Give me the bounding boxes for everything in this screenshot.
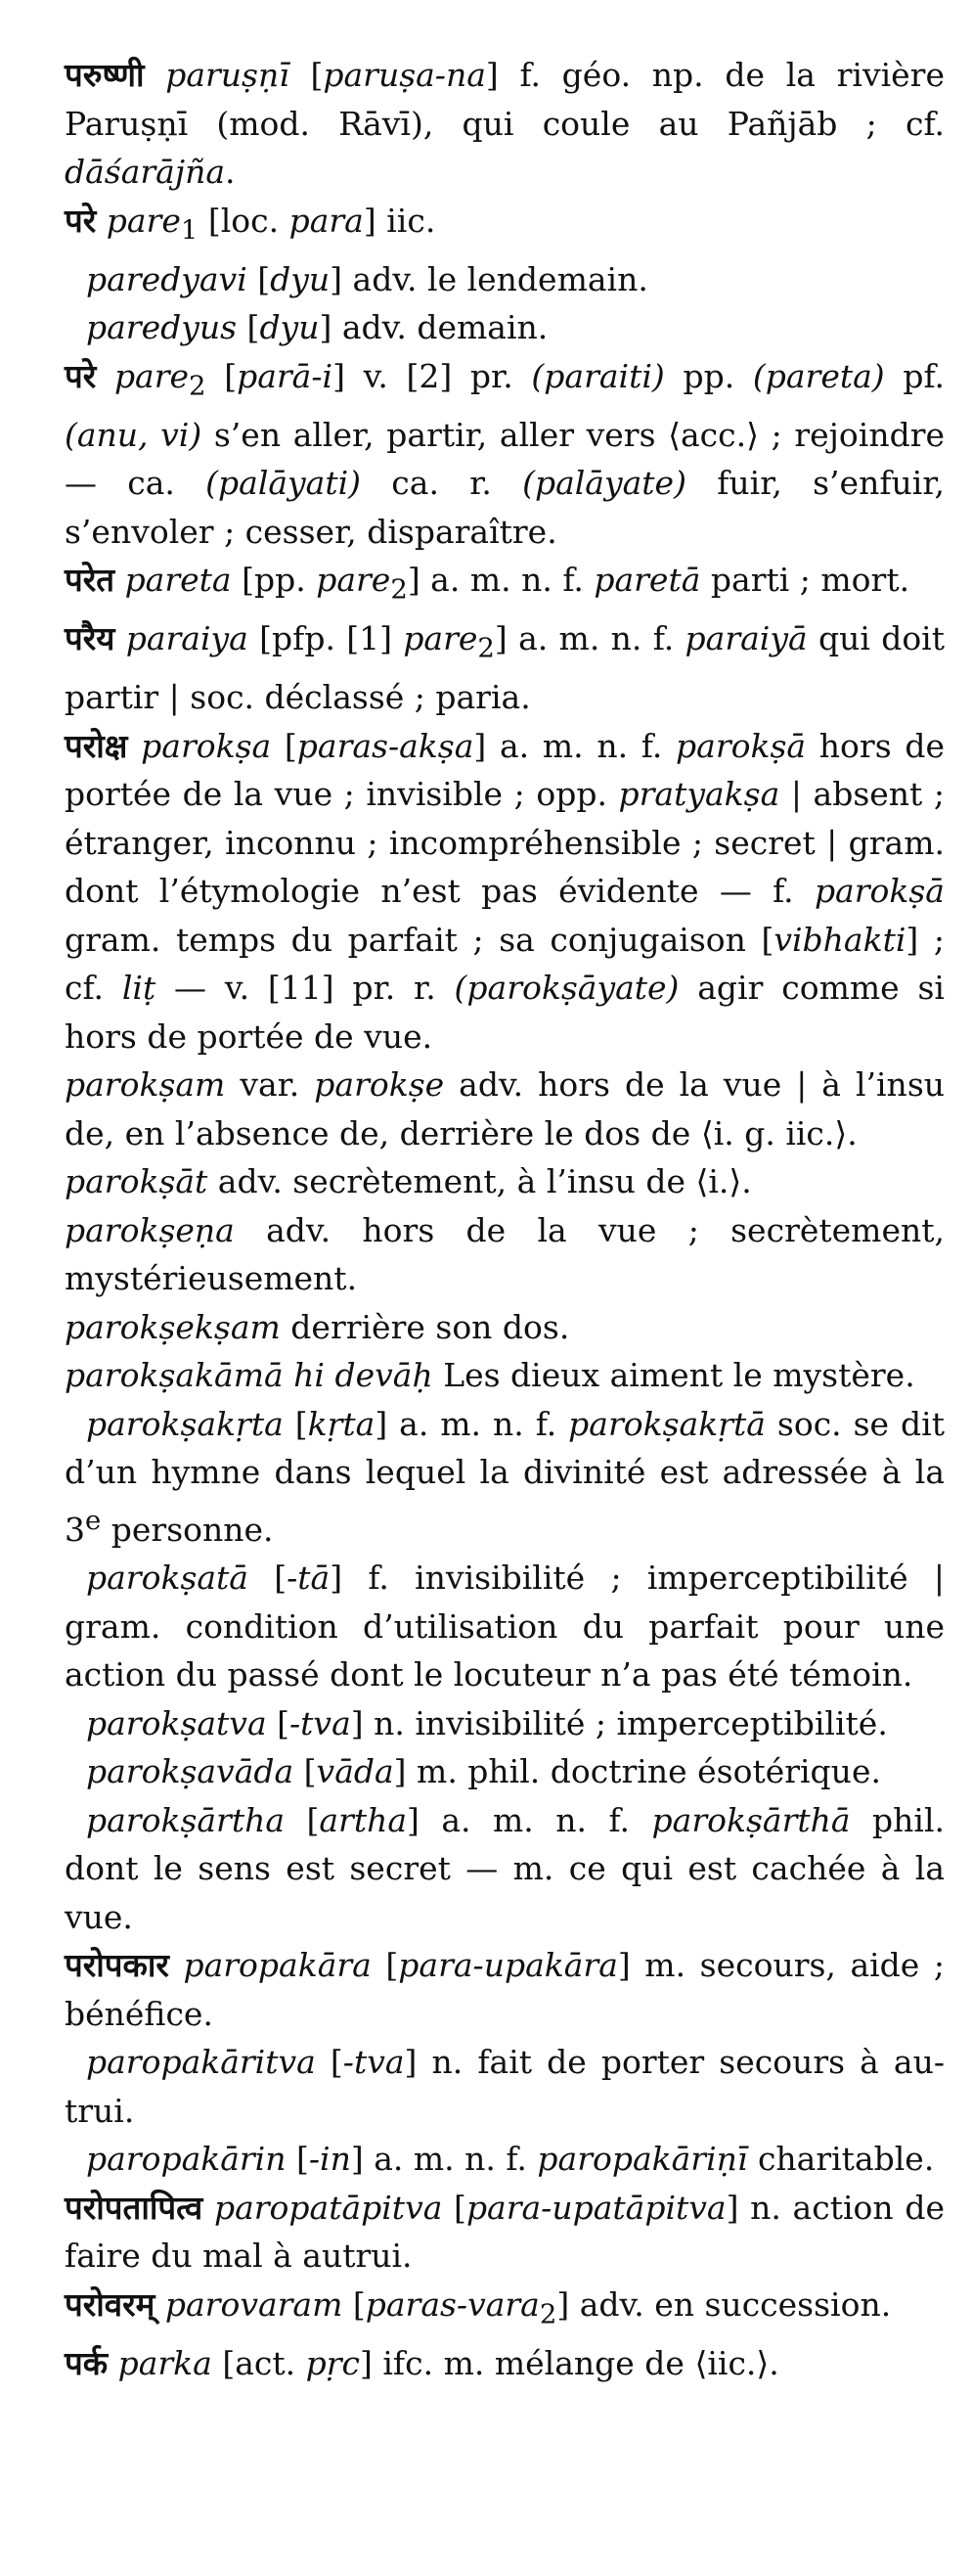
entry-text: [ xyxy=(283,1404,308,1443)
entry-text: [ xyxy=(237,308,260,347)
italic-term: parovaram xyxy=(164,2284,343,2324)
entry-text: fuir, s’enfuir, s’envoler ; cesser, disparaître. xyxy=(65,464,945,551)
italic-term: parokṣārthā xyxy=(651,1800,851,1839)
dictionary-entry xyxy=(65,614,945,722)
italic-term: artha xyxy=(319,1800,408,1839)
entry-text: ] a. m. n. f. xyxy=(494,619,685,658)
entry-text: ] adv. le lendemain. xyxy=(330,259,648,298)
headword-devanagari: परेत xyxy=(65,561,115,600)
italic-term: parokṣārtha xyxy=(86,1800,286,1839)
italic-term: parokṣe xyxy=(314,1065,445,1105)
sub-entry xyxy=(65,1400,945,1555)
entry-text: [ xyxy=(293,1752,317,1791)
entry-text: [ xyxy=(266,1703,290,1742)
entry-text: Les dieux aiment le mystère. xyxy=(432,1356,915,1395)
entry-text: ] n. invisibilité ; imperceptibilité. xyxy=(350,1703,888,1742)
italic-term: paras-vara xyxy=(365,2284,540,2324)
italic-term: pareta xyxy=(124,561,232,600)
italic-term: paraiyā xyxy=(685,619,808,658)
italic-term: dāśarājña xyxy=(65,153,226,191)
entry-text: derrière son dos. xyxy=(280,1307,570,1346)
entry-text: gram. temps du parfait ; sa conjugaison [ xyxy=(65,920,774,959)
entry-text: [pfp. [1] xyxy=(247,619,404,658)
entry-text: [act. xyxy=(211,2343,306,2382)
entry-text: pf. xyxy=(884,356,946,395)
entry-text: | absent ; étranger, inconnu ; incompréhensible ; secret | gram. dont l’étymologie n’est pas évidente — f. xyxy=(65,775,946,911)
headword-devanagari: परोक्ष xyxy=(65,726,128,765)
italic-term: paropakāritva xyxy=(86,2043,316,2082)
italic-term: paruṣṇī xyxy=(165,56,289,94)
entry-text: ] v. [2] pr. xyxy=(332,356,532,395)
entry-text: ] a. m. n. f. xyxy=(407,1800,652,1839)
entry-text: qui doit partir | soc. déclassé ; paria. xyxy=(65,619,945,717)
italic-term: (palāyati) xyxy=(205,464,362,503)
entry-text: var. xyxy=(225,1065,315,1105)
italic-term: (palāyate) xyxy=(522,464,686,503)
sub-entry xyxy=(65,1796,945,1942)
italic-term: parā-i xyxy=(237,356,333,395)
entry-text xyxy=(127,727,141,765)
subscript: 2 xyxy=(189,370,206,402)
italic-term: paredyavi xyxy=(86,259,247,298)
italic-term: kṛta xyxy=(307,1404,376,1443)
entry-text: charitable. xyxy=(747,2140,935,2179)
entry-text: ca. r. xyxy=(361,464,523,503)
entry-text: ] m. phil. doctrine ésotérique. xyxy=(393,1752,881,1791)
italic-term: paropakārin xyxy=(86,2140,287,2179)
sub-entry xyxy=(65,1157,945,1206)
entry-text: [ xyxy=(205,356,238,395)
dictionary-entry xyxy=(65,352,945,557)
italic-term: parokṣatā xyxy=(86,1559,248,1598)
entry-text: parti ; mort. xyxy=(700,561,910,600)
italic-term: -tva xyxy=(342,2043,405,2082)
entry-text xyxy=(114,561,125,599)
entry-text: [ xyxy=(271,726,297,765)
entry-text: . xyxy=(225,153,236,191)
entry-text: personne. xyxy=(101,1510,274,1549)
subscript: 2 xyxy=(477,632,495,664)
italic-term: -tva xyxy=(289,1703,351,1742)
entry-text: pp. xyxy=(664,356,753,395)
entry-text: ] a. m. n. f. xyxy=(473,726,677,765)
italic-term: parokṣatva xyxy=(86,1703,267,1742)
headword-devanagari: परुष्णी xyxy=(65,56,145,94)
sub-entry xyxy=(65,255,945,304)
italic-term: parokṣāt xyxy=(65,1162,208,1201)
headword-devanagari: परे xyxy=(65,201,97,240)
italic-term: (pareta) xyxy=(752,356,885,395)
entry-text: ] n. fait de porter secours à autrui. xyxy=(65,2043,945,2130)
italic-term: parokṣā xyxy=(814,872,945,911)
entry-text: [ xyxy=(315,2043,343,2082)
italic-term: paropatāpitva xyxy=(213,2188,443,2227)
entry-text: [ xyxy=(285,1800,320,1839)
entry-text: [ xyxy=(247,1559,287,1598)
sub-entry xyxy=(65,2038,945,2135)
entry-text: ] adv. en succession. xyxy=(556,2284,892,2324)
italic-term: vāda xyxy=(316,1752,394,1791)
italic-term: paredyus xyxy=(86,308,238,347)
sub-entry xyxy=(65,1351,945,1400)
italic-term: pare xyxy=(403,619,478,658)
headword-devanagari: पर्क xyxy=(65,2343,109,2382)
entry-text xyxy=(96,357,114,395)
entry-text xyxy=(114,619,125,657)
entry-text: ] adv. demain. xyxy=(319,308,549,347)
italic-term: pṛc xyxy=(305,2343,360,2382)
dictionary-entry xyxy=(65,2281,945,2339)
headword-devanagari: परोपतापित्व xyxy=(65,2188,203,2227)
entry-text: ] ; cf. xyxy=(65,920,945,1008)
entry-text: adv. hors de la vue | à l’insu de, en l’absence de, derrière le dos de ⟨i. g. iic.⟩. xyxy=(65,1065,946,1152)
italic-term: pare xyxy=(113,356,190,395)
italic-term: paruṣa-na xyxy=(323,56,486,94)
entry-text xyxy=(169,1946,184,1984)
dictionary-entry xyxy=(65,2339,945,2388)
italic-term: parokṣeṇa xyxy=(65,1210,235,1249)
headword-devanagari: परे xyxy=(65,356,97,395)
entry-text: [ xyxy=(246,259,271,298)
entry-text: adv. secrètement, à l’insu de ⟨i.⟩. xyxy=(207,1162,752,1201)
entry-text xyxy=(96,202,107,240)
entry-text: phil. dont le sens est secret — m. ce qui est cachée à la vue. xyxy=(65,1800,945,1936)
dictionary-entry xyxy=(65,197,945,255)
superscript: e xyxy=(85,1504,102,1536)
italic-term: paras-akṣa xyxy=(296,726,474,765)
entry-text: [loc. xyxy=(198,201,289,240)
entry-text: [ xyxy=(371,1946,399,1985)
italic-term: (anu, vi) xyxy=(65,415,202,454)
headword-devanagari: परैय xyxy=(65,619,115,658)
entry-text: ] n. action de faire du mal à autrui. xyxy=(65,2188,945,2276)
entry-text: — v. [11] pr. r. xyxy=(155,969,455,1008)
italic-term: (paraiti) xyxy=(531,356,665,395)
italic-term: para-upakāra xyxy=(398,1946,618,1985)
italic-term: parokṣavāda xyxy=(86,1752,294,1791)
italic-term: -in xyxy=(308,2140,351,2179)
headword-devanagari: परोपकार xyxy=(65,1946,169,1985)
subscript: 2 xyxy=(539,2298,557,2330)
italic-term: parokṣā xyxy=(676,726,807,765)
entry-text: ] ifc. m. mélange de ⟨iic.⟩. xyxy=(360,2343,779,2382)
entry-text: [ xyxy=(288,56,324,94)
italic-term: pare xyxy=(106,201,181,240)
entry-text: ] f. invisibilité ; imperceptibilité | gram. condition d’utilisation du parfait pour une action du passé dont le locuteur n’a pas été témoin. xyxy=(65,1559,945,1695)
italic-term: paropakāra xyxy=(183,1946,372,1985)
italic-term: paropakāriṇī xyxy=(537,2140,748,2179)
italic-term: parka xyxy=(117,2343,212,2382)
dictionary-entry xyxy=(65,2184,945,2281)
sub-entry xyxy=(65,303,945,352)
dictionary-entry xyxy=(65,722,945,1062)
sub-entry xyxy=(65,1061,945,1157)
italic-term: paraiya xyxy=(125,619,248,658)
italic-term: paretā xyxy=(594,561,701,600)
entry-text: adv. hors de la vue ; secrètement, mystérieusement. xyxy=(65,1210,945,1298)
italic-term: para xyxy=(288,201,364,240)
italic-term: dyu xyxy=(270,259,331,298)
entry-text: ] a. m. n. f. xyxy=(375,1404,569,1443)
entry-text: [pp. xyxy=(231,561,317,600)
sub-entry xyxy=(65,2135,945,2184)
italic-term: parokṣa xyxy=(141,726,272,765)
italic-term: parokṣakṛtā xyxy=(568,1404,766,1443)
italic-term: pratyakṣa xyxy=(618,775,780,814)
sub-entry xyxy=(65,1699,945,1748)
entry-text xyxy=(202,2189,214,2227)
sub-entry xyxy=(65,1206,945,1303)
italic-term: dyu xyxy=(259,308,320,347)
entry-text: ] f. géo. np. de la rivière Paruṣṇī (mod. Rāvī), qui coule au Pañjāb ; cf. xyxy=(65,56,945,143)
italic-term: pare xyxy=(316,561,391,600)
italic-term: liṭ xyxy=(121,969,156,1008)
entry-text: [ xyxy=(286,2140,309,2179)
entry-text: [ xyxy=(442,2188,466,2227)
dictionary-entry xyxy=(65,556,945,614)
subscript: 1 xyxy=(180,214,199,247)
italic-term: -tā xyxy=(287,1559,331,1598)
headword-devanagari: परोवरम् xyxy=(65,2284,155,2324)
subscript: 2 xyxy=(390,573,408,606)
entry-text: s’en aller, partir, aller vers ⟨acc.⟩ ; rejoindre — ca. xyxy=(65,415,946,503)
entry-text: ] a. m. n. f. xyxy=(350,2140,538,2179)
entry-text: soc. se dit d’un hymne dans lequel la divinité est adressée à la 3 xyxy=(65,1404,945,1549)
entry-text xyxy=(155,2285,165,2324)
italic-term: para-upatāpitva xyxy=(465,2188,727,2227)
italic-term: vibhakti xyxy=(773,920,906,959)
entry-text: hors de portée de la vue ; invisible ; opp. xyxy=(65,726,945,814)
sub-entry xyxy=(65,1747,945,1796)
sub-entry xyxy=(65,1303,945,1352)
italic-term: (parokṣāyate) xyxy=(454,969,680,1008)
entry-text: ] a. m. n. f. xyxy=(407,561,595,600)
italic-term: parokṣakṛta xyxy=(86,1404,284,1443)
entry-text xyxy=(108,2344,118,2382)
italic-term: parokṣakāmā hi devāḥ xyxy=(65,1356,433,1395)
italic-term: parokṣam xyxy=(65,1065,226,1105)
entry-text xyxy=(145,56,166,94)
italic-term: parokṣekṣam xyxy=(65,1307,281,1346)
entry-text: [ xyxy=(342,2284,366,2324)
entry-text: ] m. secours, aide ; bénéfice. xyxy=(65,1946,945,2033)
sub-entry xyxy=(65,1554,945,1699)
entry-text: agir comme si hors de portée de vue. xyxy=(65,969,945,1056)
entry-text: ] iic. xyxy=(363,201,436,240)
dictionary-entry xyxy=(65,1941,945,2038)
dictionary-entry xyxy=(65,51,945,197)
